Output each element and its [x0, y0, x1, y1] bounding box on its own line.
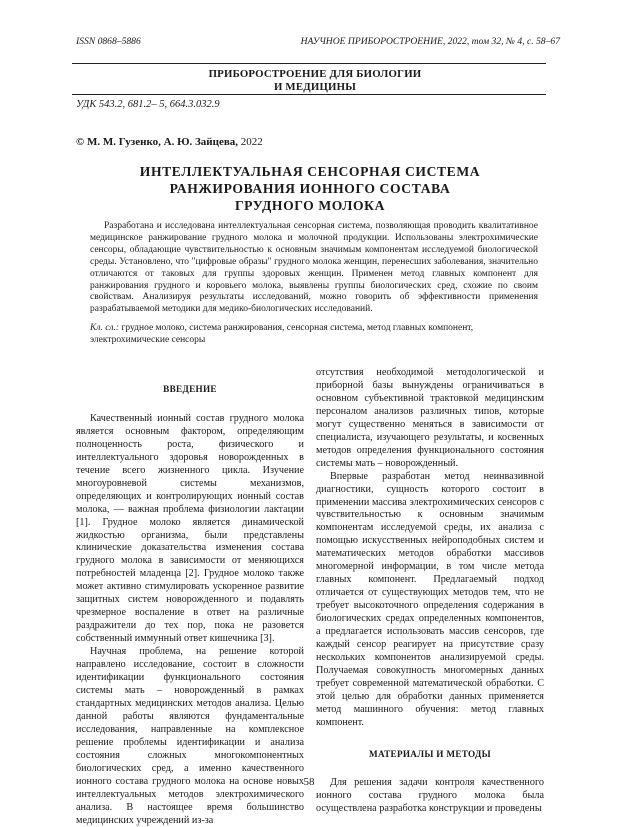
udk-code: УДК 543.2, 681.2– 5, 664.3.032.9: [76, 99, 220, 110]
section-banner-line-2: И МЕДИЦИНЫ: [273, 81, 357, 93]
section-banner: [150, 68, 480, 94]
right-column: [316, 367, 544, 816]
copyright-year: 2022: [238, 136, 263, 148]
authors: [76, 136, 263, 148]
title-line-1: ИНТЕЛЛЕКТУАЛЬНАЯ СЕНСОРНАЯ СИСТЕМА: [139, 164, 481, 179]
methods-heading: МАТЕРИАЛЫ И МЕТОДЫ: [369, 748, 491, 759]
intro-paragraph-1: Качественный ионный состав грудного молока является основным фактором, определяющим полноценность роста, физического и интеллектуального здоровья новорожденных в течение всего жизненного цикла. Изучение многоуровневой системы механизмов, определяющих и контролирующих ионный состав молока, — важная проблема физиологии лактации [1]. Грудное молоко является динамической жидкостью организма, были представлены клинические доказательства изменения состава грудного молока в зависимости от меняющихся потребностей младенца [2]. Грудное молоко также может активно стимулировать ускоренное развитие защитных систем новорожденного и подавлять чрезмерное воспаление в ответ на различные раздражители до тех пор, пока не разовется собственный иммунный ответ кишечника [3].: [76, 412, 304, 645]
intro-paragraph-4: Впервые разработан метод неинвазивной диагностики, сущность которого состоит в применении массива электрохимических сенсоров с чувствительностью к основным значимым компонентам исследуемой среды, их анализа с помощью искусственных нейроподобных систем и математических методов обработки массивов многомерной информации, в том числе метода главных компонент. Предлагаемый подход отличается от существующих методов тем, что не требует высокоточного определения содержания в биологических средах определенных компонентов, а предлагается использовать массив сенсоров, где каждый сенсор реагирует на присутствие сразу нескольких компонентов анализируемой среды. Получаемая совокупность многомерных данных требует современной математической обработки. С этой целью для обработки данных применяется метод машинного обучения: метод главных компонент.: [316, 470, 544, 728]
left-column: [76, 383, 304, 827]
section-banner-line-1: ПРИБОРОСТРОЕНИЕ ДЛЯ БИОЛОГИИ: [208, 68, 422, 80]
page-number: 58: [303, 776, 315, 788]
top-divider: [72, 63, 546, 64]
intro-heading: ВВЕДЕНИЕ: [163, 384, 217, 394]
methods-paragraph-1: Для решения задачи контроля качественного ионного состава грудного молока была осуществлена разработка конструкции и проведены: [316, 776, 544, 814]
title-line-2: РАНЖИРОВАНИЯ ИОННОГО СОСТАВА: [169, 181, 451, 196]
title-line-3: ГРУДНОГО МОЛОКА: [234, 198, 386, 213]
author-names: © М. М. Гузенко, А. Ю. Зайцева,: [76, 136, 239, 148]
journal-citation: НАУЧНОЕ ПРИБОРОСТРОЕНИЕ, 2022, том 32, № 4, c. 58–67: [300, 36, 560, 47]
abstract: Разработана и исследована интеллектуальная сенсорная система, позволяющая проводить квалитативное медицинское ранжирование грудного молока и молочной продукции. Использованы электрохимические сенсоры, обладающие чувствительностью к основным значимым компонентам исследуемой биологической среды. Установлено, что "цифровые образы" грудного молока женщин, перенесших заболевания, значительно отличаются от таковых для группы здоровых женщин. Применен метод главных компонент для ранжирования грудного и коровьего молока, выявлены группы биологических сред, схожие по своим свойствам. Анализируя результаты исследований, можно говорить об эффективности применения разрабатываемой методики для медико-биологических исследований.: [90, 221, 538, 315]
article-title: [120, 163, 500, 214]
keywords-text: грудное молоко, система ранжирования, сенсорная система, метод главных компонент, электрохимические сенсоры: [90, 323, 474, 345]
banner-divider: [72, 94, 546, 95]
intro-paragraph-3: отсутствия необходимой методологической и приборной базы вынуждены ограничиваться в основном субъективной трактовкой медицинским персоналом анализов различных типов, которые могут существенно меняться в зависимости от специалиста, изучающего результаты, и косвенных методов определения функционального состояния системы мать – новорожденный.: [316, 367, 544, 469]
keywords: [90, 323, 538, 347]
intro-paragraph-2: Научная проблема, на решение которой направлено исследование, состоит в сложности идентификации функционального состояния системы мать – новорожденный в рамках стандартных медицинских методов анализа. Целью данной работы являются фундаментальные исследования, направленные на комплексное решение проблемы идентификации и анализа состояния сложных многокомпонентных биологических сред, а именно качественного ионного состава грудного молока на основе новых интеллектуальных методов электрохимического анализа. В настоящее время большинство медицинских учреждений из-за: [76, 646, 304, 826]
keywords-label: Кл. сл.:: [90, 323, 120, 333]
issn-label: ISSN 0868–5886: [76, 36, 141, 47]
